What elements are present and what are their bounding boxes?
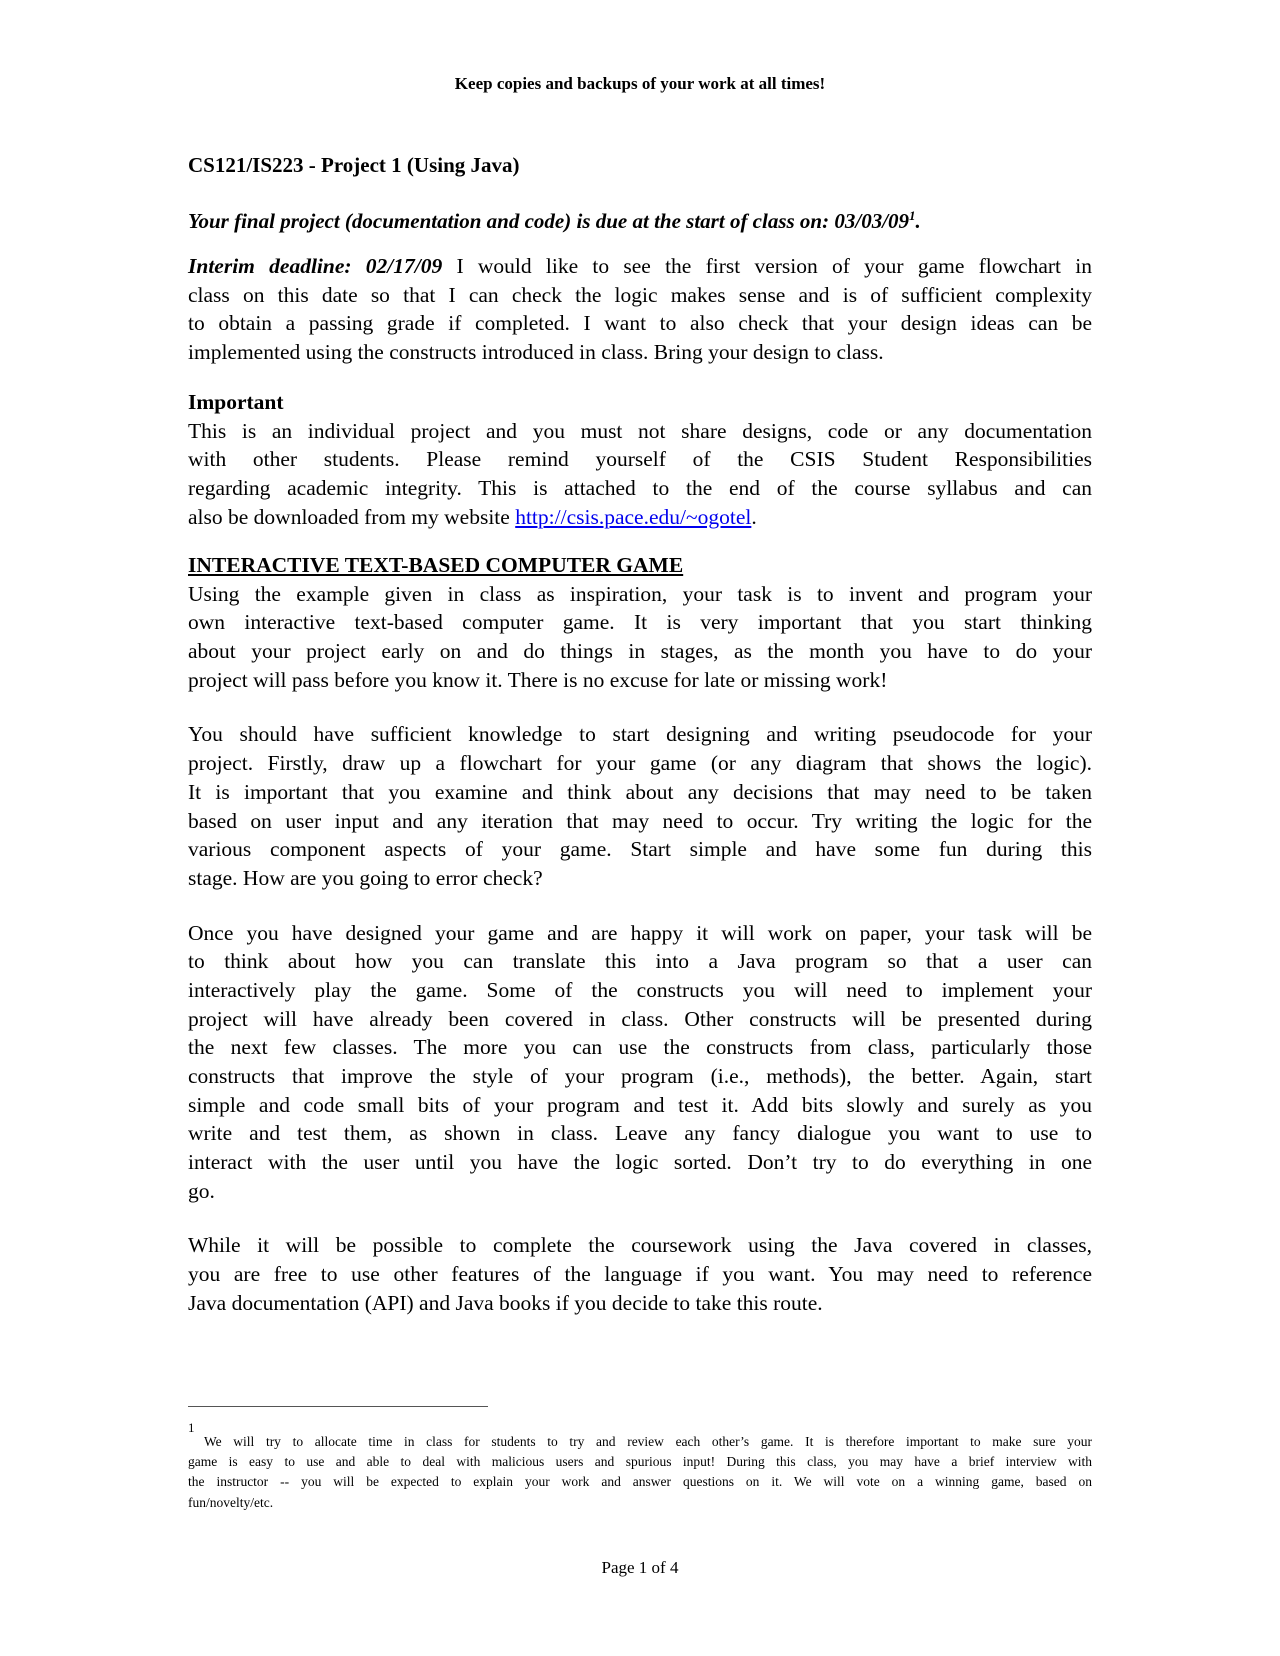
interim-line: implemented using the constructs introduced in class. Bring your design to class. [188,340,884,365]
paragraph-line: interactively play the game. Some of the constructs you will need to implement your [188,977,1092,1002]
important-line: with other students. Please remind yourself of the CSIS Student Responsibilities [188,447,1092,472]
interim-line-text: I would like to see the first version of your game flowchart in [442,254,1092,278]
paragraph-line: constructs that improve the style of your program (i.e., methods), the better. Again, start [188,1064,1092,1088]
footnote-line: We will try to allocate time in class for students to try and review each other’s game. It is therefore important to make sure your [204,1434,1092,1449]
important-line: This is an individual project and you must not share designs, code or any documentation [188,418,1092,443]
important-line: regarding academic integrity. This is attached to the end of the course syllabus and can [188,476,1092,501]
game-paragraph-2 [188,720,1092,892]
paragraph-line: own interactive text-based computer game. It is very important that you start thinking [188,610,1092,635]
important-line-text: also be downloaded from my website [188,504,516,529]
footnote-line: the instructor -- you will be expected to explain your work and answer questions on it. We will vote on a winning game, based on [188,1474,1092,1490]
header-note: Keep copies and backups of your work at all times! [454,74,826,93]
game-paragraph-1 [188,580,1092,695]
game-paragraph-3 [188,919,1092,1206]
paragraph-line: It is important that you examine and think about any decisions that may need to be taken [188,779,1092,804]
paragraph-line: project will pass before you know it. There is no excuse for late or missing work! [188,667,888,692]
interim-line [188,252,1092,281]
website-link[interactable]: http://csis.pace.edu/~ogotel [515,504,752,529]
due-end: . [915,209,921,233]
paragraph-line: stage. How are you going to error check? [188,865,543,890]
paragraph-line: simple and code small bits of your program and test it. Add bits slowly and surely as you [188,1092,1092,1117]
important-section [188,388,1092,531]
due-date-statement [188,208,921,234]
paragraph-line: Once you have designed your game and are happy it will work on paper, your task will be [188,920,1092,945]
paragraph-line: various component aspects of your game. Start simple and have some fun during this [188,837,1092,862]
interim-line: class on this date so that I can check the logic makes sense and is of sufficient complexity [188,282,1092,307]
interim-label: Interim deadline: 02/17/09 [188,254,443,278]
footnote-divider [188,1406,488,1407]
footnote-line: fun/novelty/etc. [188,1494,274,1510]
paragraph-line: the next few classes. The more you can use the constructs from class, particularly those [188,1035,1092,1060]
due-text: Your final project (documentation and code) is due at the start of class on: 03/03/09 [188,209,910,233]
important-heading: Important [188,390,284,414]
paragraph-line: While it will be possible to complete the coursework using the Java covered in classes, [188,1233,1092,1258]
paragraph-line: project. Firstly, draw up a flowchart for your game (or any diagram that shows the logic). [188,751,1092,776]
footnote-ref[interactable]: 1 [909,208,916,223]
document-title: CS121/IS223 - Project 1 (Using Java) [188,153,520,177]
paragraph-line: Java documentation (API) and Java books if you decide to take this route. [188,1290,823,1315]
footnote-line: game is easy to use and able to deal with malicious users and spurious input! During this class, you may have a brief interview with [188,1454,1092,1470]
paragraph-line: interact with the user until you have the logic sorted. Don’t try to do everything in one [188,1150,1092,1175]
paragraph-line: project will have already been covered in class. Other constructs will be presented during [188,1006,1092,1031]
game-paragraph-4 [188,1231,1092,1317]
footnote [188,1432,1092,1513]
interim-line: to obtain a passing grade if completed. I want to also check that your design ideas can be [188,311,1092,336]
paragraph-line: You should have sufficient knowledge to start designing and writing pseudocode for your [188,722,1092,747]
paragraph-line: about your project early on and do things in stages, as the month you have to do your [188,639,1092,664]
paragraph-line: write and test them, as shown in class. Leave any fancy dialogue you want to use to [188,1121,1092,1146]
footnote-number: 1 [188,1420,195,1435]
period: . [751,504,757,529]
game-section-heading: INTERACTIVE TEXT-BASED COMPUTER GAME [188,553,684,577]
paragraph-line: go. [188,1178,215,1203]
paragraph-line: based on user input and any iteration that may need to occur. Try writing the logic for the [188,808,1092,833]
paragraph-line: you are free to use other features of the language if you want. You may need to reference [188,1262,1092,1287]
paragraph-line: to think about how you can translate this into a Java program so that a user can [188,949,1092,974]
game-section [188,551,1092,1318]
important-line [188,503,1092,532]
interim-paragraph [188,252,1092,367]
page-number: Page 1 of 4 [601,1558,679,1577]
paragraph-line: Using the example given in class as inspiration, your task is to invent and program your [188,581,1092,606]
